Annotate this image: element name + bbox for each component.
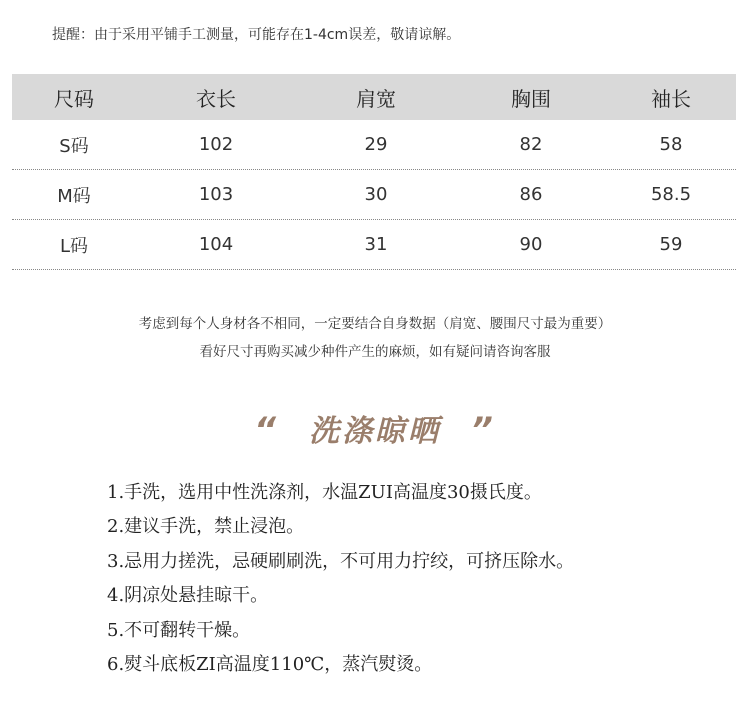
chest-cell: 90 [519, 234, 543, 255]
advice-line-2: 看好尺寸再购买减少种件产生的麻烦，如有疑问请咨询客服 [199, 344, 551, 360]
shoulder-cell: 30 [364, 184, 388, 205]
close-quote-mark: ” [471, 410, 496, 450]
length-cell: 102 [198, 134, 234, 155]
size-cell: S码 [59, 135, 89, 157]
table-row [12, 170, 736, 220]
list-item: 4.阴凉处悬挂晾干。 [107, 585, 269, 607]
length-cell: 103 [198, 184, 234, 205]
measurement-notice: 提醒：由于采用平铺手工测量，可能存在1-4cm误差，敬请谅解。 [52, 27, 461, 43]
chest-cell: 82 [519, 134, 543, 155]
list-item: 2.建议手洗，禁止浸泡。 [107, 516, 305, 538]
length-cell: 104 [198, 234, 234, 255]
table-row [12, 220, 736, 270]
table-row [12, 120, 736, 170]
advice-line-1: 考虑到每个人身材各不相同，一定要结合自身数据（肩宽、腰围尺寸最为重要） [138, 316, 612, 332]
size-table [12, 74, 736, 270]
list-item: 1.手洗，选用中性洗涤剂，水温ZUI高温度30摄氏度。 [107, 482, 542, 503]
header-size: 尺码 [54, 86, 94, 111]
list-item: 5.不可翻转干燥。 [107, 619, 251, 641]
open-quote-mark: “ [254, 410, 279, 450]
header-length: 衣长 [196, 86, 236, 111]
care-instructions-list [107, 476, 574, 682]
header-shoulder: 肩宽 [356, 86, 396, 111]
sleeve-cell: 58 [659, 134, 683, 155]
chest-cell: 86 [519, 184, 543, 205]
care-title-text: 洗涤晾晒 [309, 414, 441, 449]
care-section-title [0, 406, 750, 450]
header-chest: 胸围 [511, 86, 551, 111]
size-cell: M码 [57, 185, 91, 207]
list-item: 6.熨斗底板ZI高温度110℃，蒸汽熨烫。 [107, 653, 433, 675]
header-sleeve: 袖长 [651, 86, 691, 111]
shoulder-cell: 31 [364, 234, 388, 255]
sleeve-cell: 58.5 [650, 184, 692, 205]
size-cell: L码 [59, 235, 89, 257]
list-item: 3.忌用力搓洗，忌硬刷刷洗，不可用力拧绞，可挤压除水。 [107, 550, 575, 572]
size-table-header [12, 74, 736, 120]
sleeve-cell: 59 [659, 234, 683, 255]
shoulder-cell: 29 [364, 134, 388, 155]
